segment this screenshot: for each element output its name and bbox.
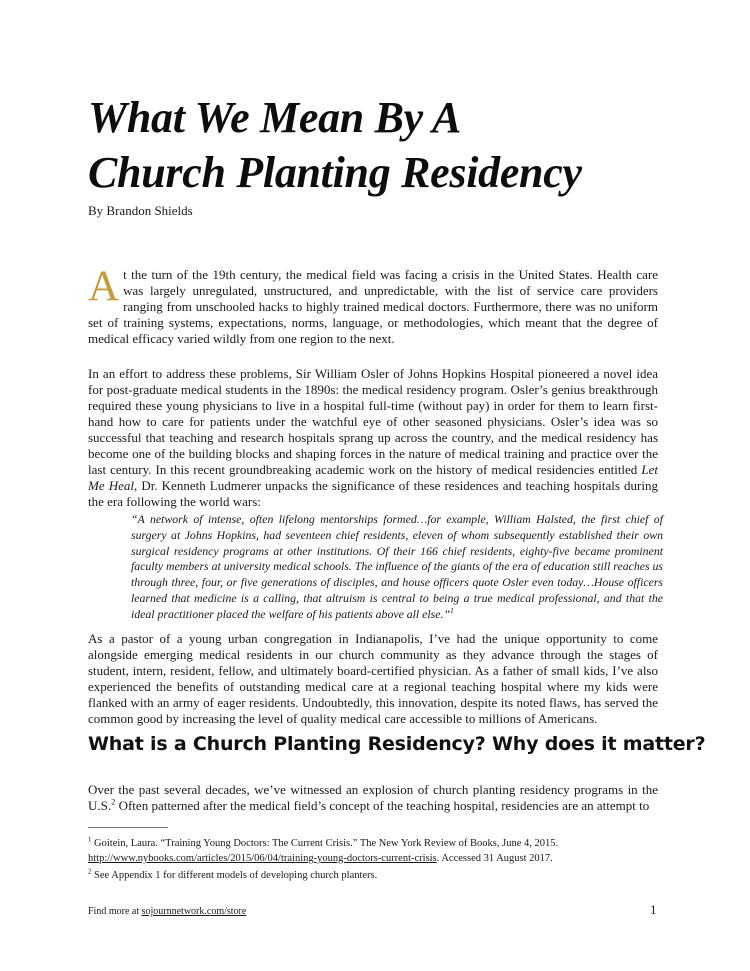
block-quote — [131, 512, 663, 623]
title-line-2: Church Planting Residency — [88, 148, 582, 197]
footnote-ref-1: 1 — [450, 605, 454, 615]
paragraph-residency — [88, 782, 658, 814]
section-heading: What is a Church Planting Residency? Why does it matter? — [88, 733, 706, 755]
paragraph-residency-text-a: Over the past several decades, we’ve witnessed an explosion of church planting residency programs in the U.S. — [88, 782, 658, 813]
title-line-1: What We Mean By A — [88, 93, 462, 142]
paragraph-residency-text-b: Often patterned after the medical field’s concept of the teaching hospital, residencies are an attempt to — [115, 798, 650, 813]
paragraph-pastor: As a pastor of a young urban congregation in Indianapolis, I’ve had the unique opportunity to come alongside emerging medical residents in our church community as they advance through the stages of student, intern, resident, fellow, and ultimately board-certified physician. As a father of small kids, I’ve also experienced the benefits of outstanding medical care at a regional teaching hospital where my kids were flanked with an army of eager residents. Undoubtedly, this innovation, despite its noted flaws, has served the common good by increasing the level of quality medical care accessible to millions of Americans. — [88, 631, 658, 726]
footnote-1-text: Goitein, Laura. “Training Young Doctors: The Current Crisis.” The New York Review of Books, June 4, 2015. — [91, 838, 559, 849]
paragraph-osler-text-a: In an effort to address these problems, Sir William Osler of Johns Hopkins Hospital pioneered a novel idea for post-graduate medical students in the 1890s: the medical residency program. Osler’s genius breakthrough required these young physicians to live in a hospital full-time (without pay) in order for them to learn first-hand how to care for patients under the watchful eye of other seasoned physicians. Osler’s idea was so successful that teaching and research hospitals sprang up across the country, and the medical residency has become one of the building blocks and shaping forces in the nature of medical training and practice over the last century. In this recent groundbreaking academic work on the history of medical residencies entitled — [88, 366, 658, 477]
footnote-divider — [88, 827, 168, 828]
footnote-2-mark: 2 — [88, 868, 92, 876]
footnote-1-mark: 1 — [88, 836, 92, 844]
store-link[interactable]: sojournnetwork.com/store — [141, 906, 247, 917]
footer-store-link — [88, 906, 246, 917]
paragraph-intro — [88, 263, 658, 347]
footnote-2 — [88, 868, 653, 883]
footnote-ref-2: 2 — [111, 796, 116, 807]
book-title: Let Me Heal — [88, 462, 658, 493]
footer-prefix: Find more at — [88, 906, 142, 917]
page-number: 1 — [650, 902, 657, 917]
article-title — [88, 90, 582, 200]
footnote-2-text: See Appendix 1 for different models of developing church planters. — [91, 870, 378, 881]
footnote-1 — [88, 836, 653, 866]
paragraph-intro-text: t the turn of the 19th century, the medical field was facing a crisis in the United States. Health care was largely unregulated, unstructured, and unpredictable, with the list of service care providers ranging from unschooled hacks to highly trained medical doctors. Furthermore, there was no uniform set of training systems, expectations, norms, language, or methodologies, which meant that the degree of medical efficacy varied wildly from one region to the next. — [88, 267, 658, 346]
drop-cap: A — [88, 263, 120, 310]
footnote-1-link[interactable]: http://www.nybooks.com/articles/2015/06/04/training-young-doctors-current-crisis — [88, 853, 437, 864]
block-quote-text: “A network of intense, often lifelong mentorships formed…for example, William Halsted, the first chief of surgery at Johns Hopkins, had seventeen chief residents, eleven of whom subsequently established their own surgical residency programs at other institutions. Of their 166 chief residents, eighty-five became prominent faculty members at university medical schools. The influence of the giants of the era of education still reaches us through three, four, or five generations of disciples, and house officers quote Osler even today…House officers learned that medicine is a calling, that altruism is central to being a true medical professional, and that the ideal practitioner placed the welfare of his patients above all else.” — [131, 512, 663, 621]
footnote-1-after: . Accessed 31 August 2017. — [436, 853, 553, 864]
paragraph-osler — [88, 366, 658, 510]
paragraph-osler-text-b: , Dr. Kenneth Ludmerer unpacks the significance of these residences and teaching hospitals during the era following the world wars: — [88, 478, 658, 509]
byline: By Brandon Shields — [88, 203, 193, 218]
